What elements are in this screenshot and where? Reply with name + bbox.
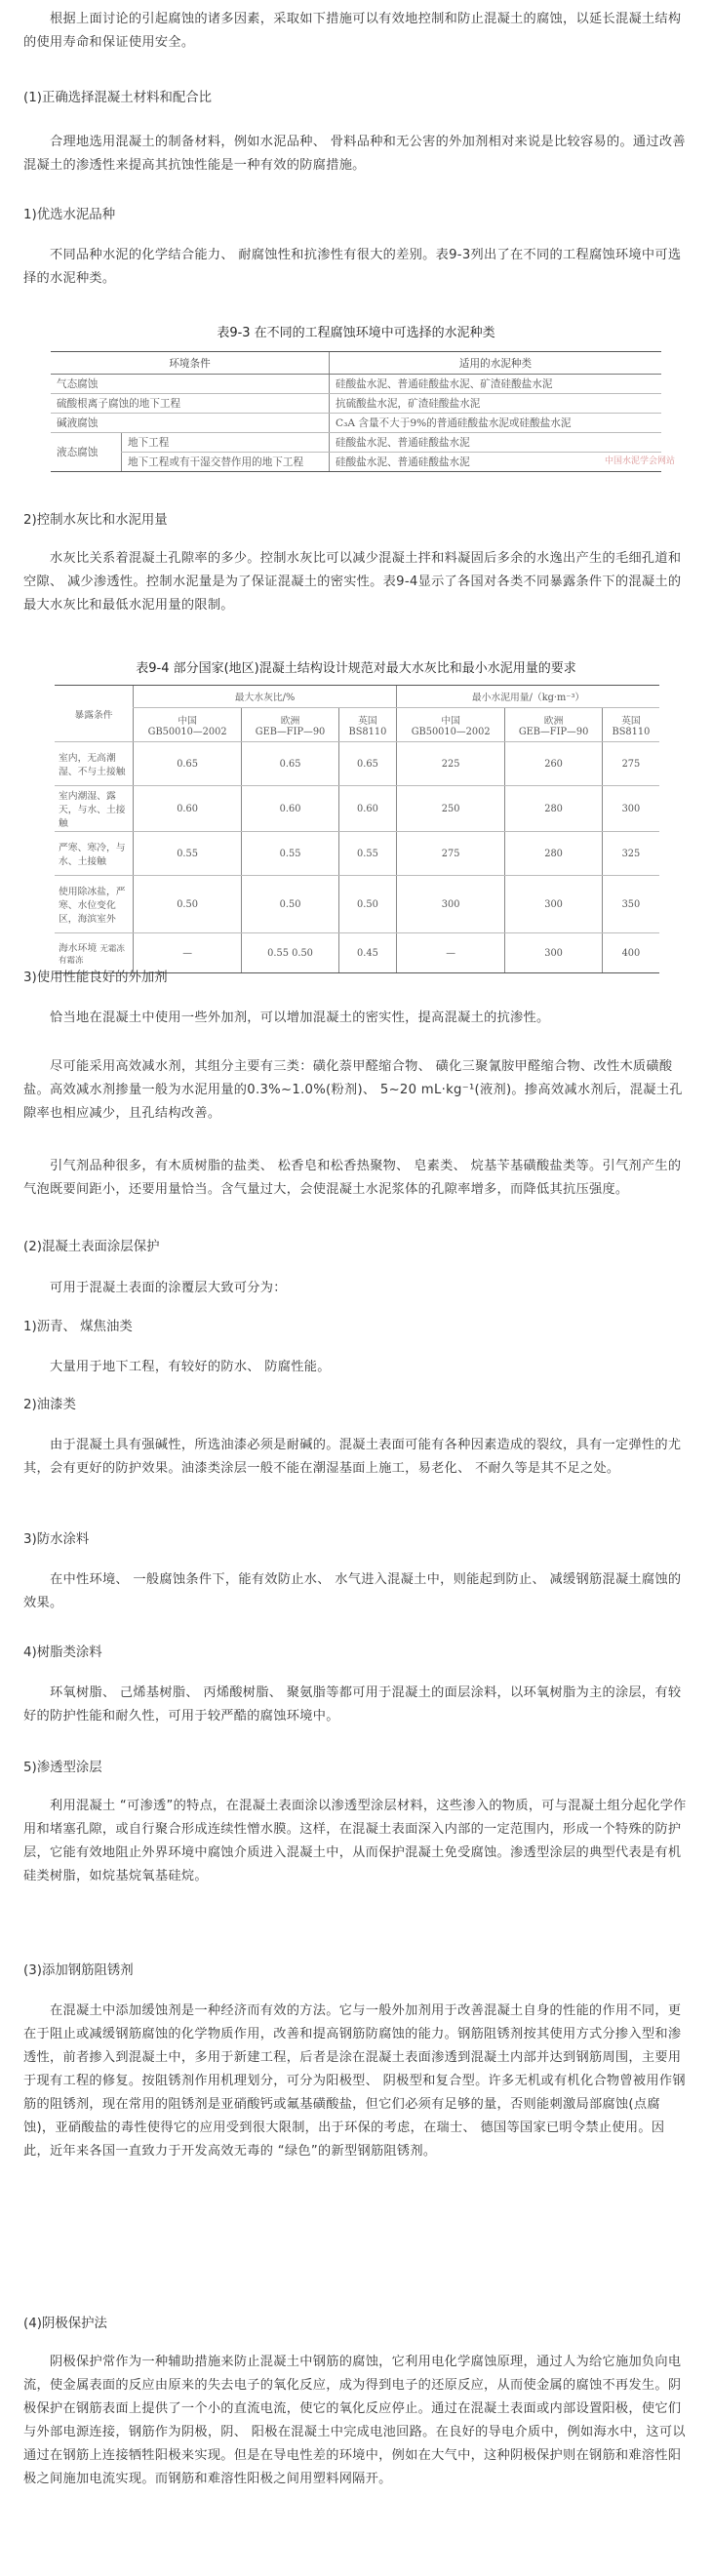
table-header-cell: 欧洲 GEB—FIP—90 — [242, 708, 339, 742]
table-cell: 0.60 — [134, 786, 242, 832]
section-1c-body-3: 引气剂品种很多，有木质树脂的盐类、 松香皂和松香热聚物、 皂素类、 烷基苄基磺酸盐类等。引气剂产生的气泡既要间距小，还要用量恰当。含气量过大，会使混凝土水泥浆体的孔隙率增多，而降低其抗压强度。 — [23, 1159, 682, 1197]
table-cell: C₃A 含量不大于9%的普通硅酸盐水泥或硅酸盐水泥 — [330, 414, 662, 433]
table-row — [51, 433, 661, 453]
section-1a-body: 不同品种水泥的化学结合能力、 耐腐蚀性和抗渗性有很大的差别。表9-3列出了在不同的工程腐蚀环境中可选择的水泥种类。 — [23, 248, 682, 286]
section-1c-title: 3)使用性能良好的外加剂 — [23, 971, 168, 985]
table-9-4 — [55, 685, 659, 973]
table-header-cell: 中国 GB50010—2002 — [134, 708, 242, 742]
table-cell: 室内潮湿、露天，与水、土接触 — [55, 786, 134, 832]
table-header-cell: 环境条件 — [51, 352, 330, 375]
table-cell: 0.55 — [338, 832, 396, 876]
section-4-title: (4)阴极保护法 — [23, 2317, 107, 2331]
section-2e-title: 5)渗透型涂层 — [23, 1761, 102, 1775]
section-1-body: 合理地选用混凝土的制备材料，例如水泥品种、 骨料品种和无公害的外加剂相对来说是比较容易的。通过改善混凝土的渗透性来提高其抗蚀性能是一种有效的防腐措施。 — [23, 135, 686, 173]
table-cell: 280 — [505, 786, 603, 832]
table-cell: 0.50 — [242, 876, 339, 933]
section-2d-body: 环氧树脂、 己烯基树脂、 丙烯酸树脂、 聚氨脂等都可用于混凝土的面层涂料，以环氧树脂为主的涂层，有较好的防护性能和耐久性，可用于较严酷的腐蚀环境中。 — [23, 1685, 682, 1724]
table-cell: 350 — [602, 876, 659, 933]
section-2-body: 可用于混凝土表面的涂覆层大致可分为： — [50, 1281, 287, 1295]
table-header-cell: 英国 BS8110 — [338, 708, 396, 742]
section-1b-title: 2)控制水灰比和水泥用量 — [23, 513, 168, 528]
table-cell: 地下工程 — [122, 433, 330, 453]
table-cell: 225 — [397, 742, 505, 786]
table-9-3 — [51, 351, 661, 472]
table-cell: 0.65 — [242, 742, 339, 786]
section-1a-title: 1)优选水泥品种 — [23, 208, 116, 222]
section-2-title: (2)混凝土表面涂层保护 — [23, 1240, 160, 1254]
table-cell: 硅酸盐水泥、普通硅酸盐水泥 — [330, 433, 662, 453]
table-row — [51, 394, 661, 414]
table-cell: 260 — [505, 742, 603, 786]
table-cell: 300 — [397, 876, 505, 933]
table-row — [51, 453, 661, 472]
section-1c-body-1: 恰当地在混凝土中使用一些外加剂，可以增加混凝土的密实性，提高混凝土的抗渗性。 — [50, 1011, 550, 1025]
section-2c-body: 在中性环境、 一般腐蚀条件下，能有效防止水、 水气进入混凝土中，则能起到防止、 减缓钢筋混凝土腐蚀的效果。 — [23, 1572, 682, 1610]
table-9-3-caption: 表9-3 在不同的工程腐蚀环境中可选择的水泥种类 — [217, 326, 495, 340]
table-cell: 300 — [505, 876, 603, 933]
section-2b-body: 由于混凝土具有强碱性，所选油漆必须是耐碱的。混凝土表面可能有各种因素造成的裂纹，具有一定弹性的尤其，会有更好的防护效果。油漆类涂层一般不能在潮湿基面上施工，易老化、 不耐久等是其不足之处。 — [23, 1438, 682, 1476]
table-cell: — — [397, 933, 505, 973]
table-cell: 300 — [505, 933, 603, 973]
table-row — [55, 832, 659, 876]
table-header-cell: 暴露条件 — [55, 686, 134, 742]
section-3-body: 在混凝土中添加缓蚀剂是一种经济而有效的方法。它与一般外加剂用于改善混凝土自身的性能的作用不同，更在于阻止或减缓钢筋腐蚀的化学物质作用，改善和提高钢筋防腐蚀的能力。钢筋阻锈剂按其使用方式分掺入型和渗透性，前者掺入到混凝土中，多用于新建工程，后者是涂在混凝土表面渗透到混凝土内部并达到钢筋周围，主要用于现有工程的修复。按阻锈剂作用机理划分，可分为阳极型、 阴极型和复合型。许多无机或有机化合物曾被用作钢筋的阻锈剂，现在常用的阻锈剂是亚硝酸钙或氟基磺酸盐，但它们必须有足够的量，否则能刺激局部腐蚀(点腐蚀)，亚硝酸盐的毒性使得它的应用受到很大限制，出于环保的考虑，在瑞士、 德国等国家已明令禁止使用。因此，近年来各国一直致力于开发高效无毒的 “绿色”的新型钢筋阻锈剂。 — [23, 2003, 686, 2159]
table-row — [51, 414, 661, 433]
table-cell: 0.65 — [134, 742, 242, 786]
table-cell: — — [134, 933, 242, 973]
table-cell: 275 — [602, 742, 659, 786]
section-2a-title: 1)沥青、 煤焦油类 — [23, 1320, 133, 1334]
section-2d-title: 4)树脂类涂料 — [23, 1645, 102, 1660]
table-cell: 使用除冰盐，严寒、水位变化区，海滨室外 — [55, 876, 134, 933]
table-cell: 0.60 — [338, 786, 396, 832]
table-9-4-caption: 表9-4 部分国家(地区)混凝土结构设计规范对最大水灰比和最小水泥用量的要求 — [136, 661, 576, 676]
table-cell: 0.55 0.50 — [242, 933, 339, 973]
table-cell: 0.60 — [242, 786, 339, 832]
section-3-title: (3)添加钢筋阻锈剂 — [23, 1963, 134, 1978]
table-cell: 325 — [602, 832, 659, 876]
watermark: 中国水泥学会网站 — [605, 456, 676, 466]
table-header-cell: 最小水泥用量/（kg·m⁻³） — [397, 686, 659, 708]
table-cell: 300 — [602, 786, 659, 832]
table-cell: 室内，无高潮湿、不与土接触 — [55, 742, 134, 786]
table-header-cell: 最大水灰比/% — [134, 686, 397, 708]
table-cell: 0.65 — [338, 742, 396, 786]
section-2b-title: 2)油漆类 — [23, 1398, 76, 1412]
table-cell: 275 — [397, 832, 505, 876]
table-header-cell: 欧洲 GEB—FIP—90 — [505, 708, 603, 742]
section-2a-body: 大量用于地下工程，有较好的防水、 防腐性能。 — [50, 1360, 331, 1374]
section-1-title: (1)正确选择混凝土材料和配合比 — [23, 91, 213, 105]
table-cell: 硅酸盐水泥、普通硅酸盐水泥 — [330, 453, 662, 472]
table-cell: 0.55 — [242, 832, 339, 876]
table-row — [55, 742, 659, 786]
table-cell: 气态腐蚀 — [51, 375, 330, 394]
table-cell: 海水环境 无霜冻 有霜冻 — [55, 933, 134, 973]
intro-paragraph: 根据上面讨论的引起腐蚀的诸多因素，采取如下措施可以有效地控制和防止混凝土的腐蚀，以延长混凝土结构的使用寿命和保证使用安全。 — [23, 12, 682, 50]
table-cell: 0.55 — [134, 832, 242, 876]
table-header-cell: 中国 GB50010—2002 — [397, 708, 505, 742]
table-cell: 0.50 — [134, 876, 242, 933]
table-cell: 硅酸盐水泥、普通硅酸盐水泥、矿渣硅酸盐水泥 — [330, 375, 662, 394]
table-header-cell: 英国 BS8110 — [602, 708, 659, 742]
table-cell: 400 — [602, 933, 659, 973]
table-cell: 250 — [397, 786, 505, 832]
section-2e-body: 利用混凝土 “可渗透”的特点，在混凝土表面涂以渗透型涂层材料，这些渗入的物质，可与混凝土组分起化学作用和堵塞孔隙，或自行聚合形成连续性憎水膜。这样，在混凝土表面深入内部的一定范围内，形成一个特殊的防护层，它能有效地阻止外界环境中腐蚀介质进入混凝土中，从而保护混凝土免受腐蚀。渗透型涂层的典型代表是有机硅类树脂，如烷基烷氧基硅烷。 — [23, 1799, 687, 1883]
table-cell: 液态腐蚀 — [51, 433, 122, 472]
table-cell: 0.50 — [338, 876, 396, 933]
section-2c-title: 3)防水涂料 — [23, 1532, 90, 1547]
table-cell: 严寒、寒冷，与水、土接触 — [55, 832, 134, 876]
table-cell: 地下工程或有干湿交替作用的地下工程 — [122, 453, 330, 472]
table-cell: 280 — [505, 832, 603, 876]
section-4-body: 阴极保护常作为一种辅助措施来防止混凝土中钢筋的腐蚀，它利用电化学腐蚀原理，通过人为给它施加负向电流，使金属表面的反应由原来的失去电子的氧化反应，成为得到电子的还原反应，从而使金属的腐蚀不再发生。阴极保护在钢筋表面上提供了一个小的直流电流，使它的氧化反应停止。通过在混凝土表面或内部设置阳极，使它们与外部电源连接，钢筋作为阴极，阴、 阳极在混凝土中完成电池回路。在良好的导电介质中，例如海水中，这可以通过在钢筋上连接牺牲阳极来实现。但是在导电性差的环境中，例如在大气中，这种阴极保护则在钢筋和难溶性阳极之间施加电流实现。而钢筋和难溶性阳极之间用塑料网隔开。 — [23, 2355, 686, 2486]
table-header-cell: 适用的水泥种类 — [330, 352, 662, 375]
table-row — [55, 786, 659, 832]
table-row — [55, 876, 659, 933]
table-row — [51, 375, 661, 394]
table-cell: 碱液腐蚀 — [51, 414, 330, 433]
section-1c-body-2: 尽可能采用高效减水剂，其组分主要有三类：磺化萘甲醛缩合物、 磺化三聚氰胺甲醛缩合物、改性木质磺酸盐。高效减水剂掺量一般为水泥用量的0.3%~1.0%(粉剂)、 5~20 mL·kg⁻¹(液剂)。掺高效减水剂后，混凝土孔隙率也相应减少，且孔结构改善。 — [23, 1059, 683, 1121]
table-cell: 抗硫酸盐水泥，矿渣硅酸盐水泥 — [330, 394, 662, 414]
table-cell: 0.45 — [338, 933, 396, 973]
section-1b-body: 水灰比关系着混凝土孔隙率的多少。控制水灰比可以减少混凝土拌和料凝固后多余的水逸出产生的毛细孔道和空隙、 减少渗透性。控制水泥量是为了保证混凝土的密实性。表9-4显示了各国对各类不同暴露条件下的混凝土的最大水灰比和最低水泥用量的限制。 — [23, 551, 682, 613]
table-cell: 硫酸根离子腐蚀的地下工程 — [51, 394, 330, 414]
